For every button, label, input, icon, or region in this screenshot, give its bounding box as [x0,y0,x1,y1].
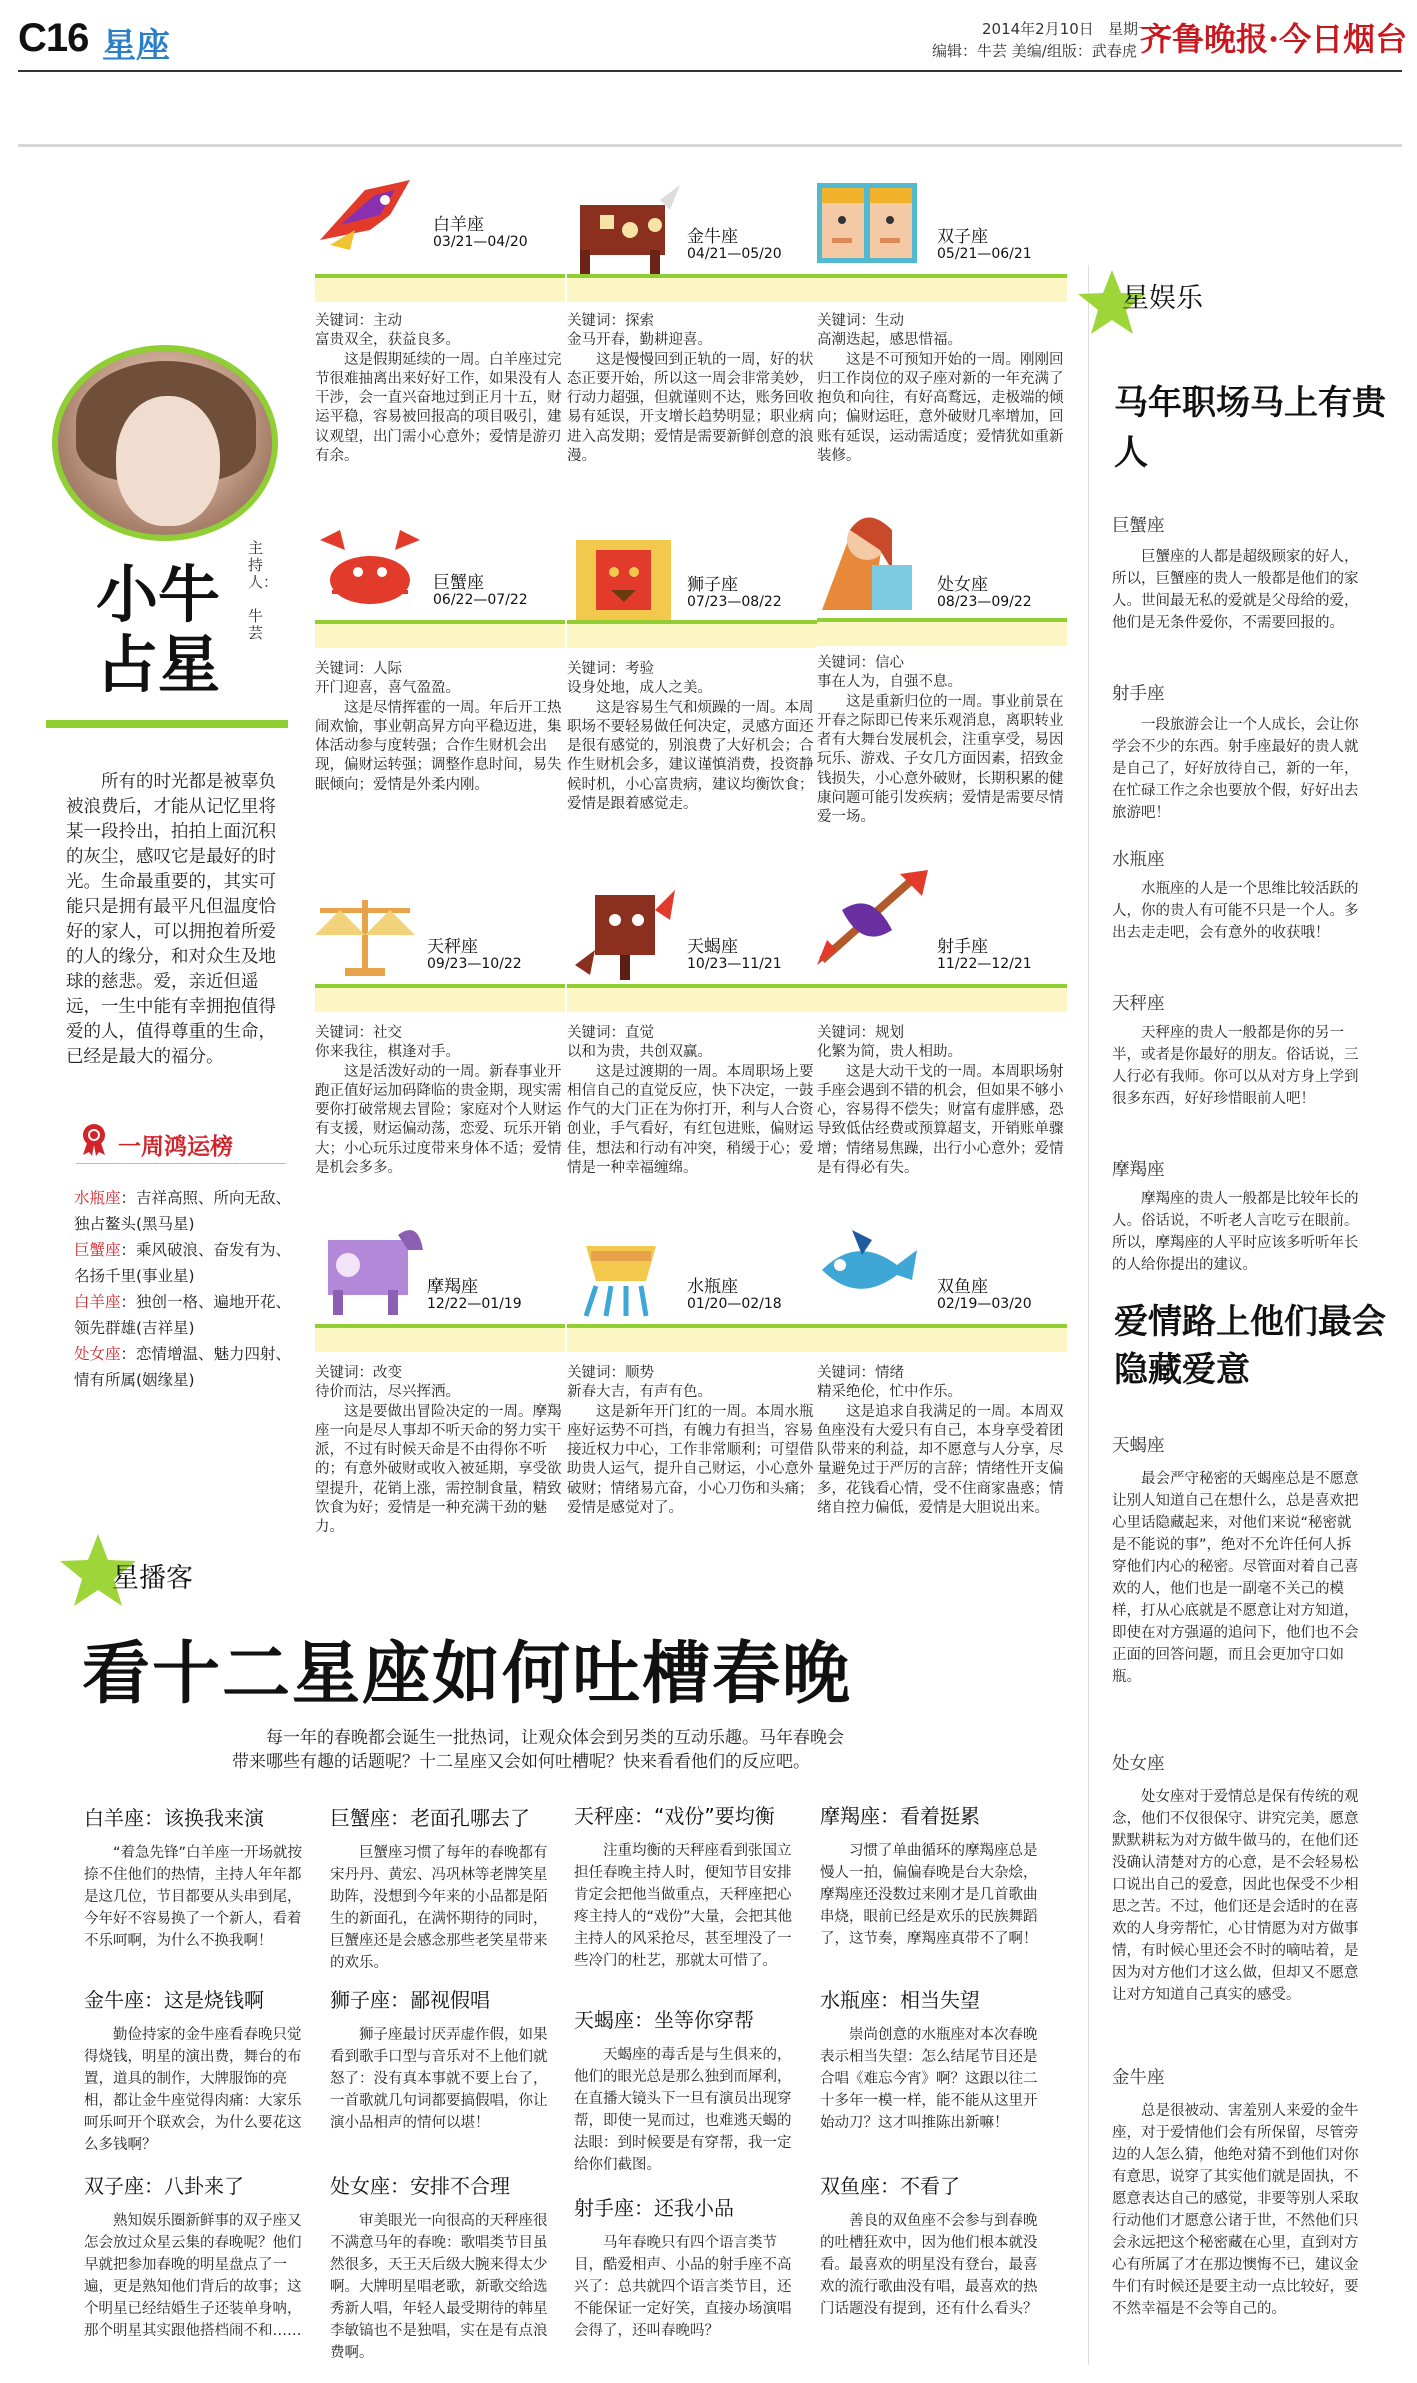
sign-date: 08/23—09/22 [937,594,1032,610]
sign-card-aries [315,210,565,490]
sign-body [315,660,565,795]
right-headline-career: 马年职场马上有贵人 [1114,383,1386,473]
bottom-item-text: 马年春晚只有四个语言类节目，酷爱相声、小品的射手座不高兴了：总共就四个语言类节目，还不能保证一定好笑，直接办场演唱会得了，还叫春晚吗？ [574,2235,792,2339]
bottom-item-heading: 双鱼座：不看了 [820,2174,960,2198]
column-divider [1088,265,1089,2365]
sign-motto: 待价而沽，尽兴挥洒。 [315,1384,460,1401]
host-name: 牛芸 [248,607,264,642]
sign-date: 06/22—07/22 [433,592,528,608]
sign-keyword: 关键词：主动 [315,313,402,329]
sign-name: 双子座 [937,227,988,247]
bottom-item-heading: 处女座：安排不合理 [330,2174,510,2198]
bottom-item-heading: 摩羯座：看着挺累 [820,1804,980,1828]
right-item-text: 天秤座的贵人一般都是你的另一半，或者是你最好的朋友。俗话说，三人行必有我师。你可以从对方身上学到很多东西，好好珍惜眼前人吧！ [1112,1025,1359,1107]
right-item-text: 水瓶座的人是一个思维比较活跃的人，你的贵人有可能不只是一个人。多出去走走吧，会有意外的收获哦！ [1112,881,1359,941]
bottom-item-heading: 白羊座：该换我来演 [84,1806,264,1830]
sign-body [817,1024,1067,1178]
issue-weekday: 星期一 [1108,20,1154,38]
sign-body [567,660,817,814]
sign-text: 这是重新归位的一周。事业前景在开春之际即已传来乐观消息，离职转业者有大舞台发展机会，注重享受，易因玩乐、游戏、子女几方面因素，招致金钱损失，小心意外破财，长期积累的健康问题可能引发疾病；爱情是需要尽情爱一场。 [817,693,1064,826]
bottom-item-text: 习惯了单曲循环的摩羯座总是慢人一拍，偏偏春晚是台大杂烩，摩羯座还没数过来刚才是几首歌曲串烧，眼前已经是欢乐的民族舞蹈了，这节奏，摩羯座真带不了啊！ [820,1843,1038,1947]
bottom-item-text: 天蝎座的毒舌是与生俱来的，他们的眼光总是那么独到而犀利，在直播大镜头下一旦有演员出现穿帮，即使一晃而过，也难逃天蝎的法眼：到时候要是有穿帮，我一定给你们截图。 [574,2047,792,2173]
luck-sign: 白羊座 [74,1293,121,1311]
luck-sign: 水瓶座 [74,1189,121,1207]
sign-text: 这是追求自我满足的一周。本周双鱼座没有大爱只有自己，本身享受着团队带来的利益，却不愿意与人分享，尽量避免过于严厉的言辞；情绪性开支偏多，花钱看心情，受不住商家蛊惑；情绪自控力偏低，爱情是大胆说出来。 [817,1403,1064,1517]
sign-date: 03/21—04/20 [433,234,528,250]
sign-date: 01/20—02/18 [687,1296,782,1312]
sign-bar [567,984,817,1012]
sign-motto: 化繁为简，贵人相助。 [817,1044,962,1061]
bottom-section-label: 星播客 [112,1563,193,1594]
bottom-intro: 每一年的春晚都会诞生一批热词，让观众体会到另类的互动乐趣。马年春晚会带来哪些有趣的话题呢？十二星座又会如何吐槽呢？快来看看他们的反应吧。 [232,1728,844,1772]
sign-date: 05/21—06/21 [937,246,1032,262]
sign-body [315,1024,565,1178]
sign-name: 天蝎座 [687,937,738,957]
right-headline-love: 爱情路上他们最会隐藏爱意 [1114,1302,1386,1390]
sign-text: 这是大动干戈的一周。本周职场射手座会遇到不错的机会，但如果不够小心，容易得不偿失；财富有虚胖感，恐导致低估经费或预算超支，开销账单骤增；情绪易焦躁，出行小心意外；爱情是有得必有失。 [817,1063,1064,1177]
header-divider [18,144,1402,147]
host-intro-text: 所有的时光都是被辜负被浪费后，才能从记忆里将某一段拎出，拍拍上面沉积的灰尘，感叹它是最好的时光。生命最重要的，其实可能只是拥有最平凡但温度恰好的家人，可以拥抱着所爱的人的缘分，和对众生及地球的慈悲。爱，亲近但遥远，一生中能有幸拥抱值得爱的人，值得尊重的生命，已经是最大的福分。 [66,772,276,1067]
bottom-item-text: 善良的双鱼座不会参与到春晚的吐槽狂欢中，因为他们根本就没看。最喜欢的明星没有登台，最喜欢的流行歌曲没有唱，最喜欢的热门话题没有提到，还有什么看头？ [820,2213,1038,2317]
sign-motto: 设身处地，成人之美。 [567,680,712,697]
right-item-text: 一段旅游会让一个人成长，会让你学会不少的东西。射手座最好的贵人就是自己了，好好放待自己，新的一年，在忙碌工作之余也要放个假，好好出去旅游吧！ [1112,717,1359,821]
sign-card-capricorn [315,1272,565,1572]
luck-item [74,1185,292,1237]
right-item-text: 巨蟹座的人都是超级顾家的好人，所以，巨蟹座的贵人一般都是他们的家人。世间最无私的爱就是父母给的爱，他们是无条件爱你，不需要回报的。 [1112,549,1359,631]
sign-name: 双鱼座 [937,1277,988,1297]
luck-desc: ：独创一格、遍地开花、领先群雄(吉祥星) [74,1293,292,1337]
sign-date: 04/21—05/20 [687,246,782,262]
bottom-item-text: “着急先锋”白羊座一开场就按捺不住他们的热情，主持人年年都是这几位，节目都要从头串到尾，今年好不容易换了一个新人，看着不乐呵啊，为什么不换我啊！ [84,1845,303,1949]
sign-name: 摩羯座 [427,1277,478,1297]
sign-keyword: 关键词：探索 [567,313,654,329]
sign-text: 这是尽情挥霍的一周。年后开工热闹欢愉，事业朝高昇方向平稳迈进，集体活动参与度转强；合作生财机会出现，偏财运转强；调整作息时间，易失眠倾向；爱情是外柔内刚。 [315,699,562,793]
bottom-item-text: 巨蟹座习惯了每年的春晚都有宋丹丹、黄宏、冯巩林等老牌笑星助阵，没想到今年来的小品都是陌生的新面孔，在满怀期待的同时，巨蟹座还是会感念那些老笑星带来的欢乐。 [330,1845,548,1971]
sign-name: 射手座 [937,937,988,957]
luck-item [74,1237,292,1289]
sign-bar [817,274,1067,302]
sign-card-aquarius [567,1272,817,1572]
page-number: C16 [18,16,89,60]
sign-card-gemini [817,222,1067,502]
right-item-text: 总是很被动、害羞别人来爱的金牛座，对于爱情他们会有所保留，尽管旁边的人怎么猜，他绝对猜不到他们对你有意思，说穿了其实他们就是固执，不愿意表达自己的感觉，非要等别人采取行动他们才愿意公诸于世，不然他们只会永远把这个秘密藏在心里，直到对方心有所属了才在那边懊悔不已，建议金牛们有时候还是要主动一点比较好，要不然幸福是不会等自己的。 [1112,2103,1359,2317]
bottom-item-heading: 巨蟹座：老面孔哪去了 [330,1806,530,1830]
column-title: 小牛占星 [96,558,221,701]
sign-name: 天秤座 [427,937,478,957]
sign-text: 这是不可预知开始的一周。刚刚回归工作岗位的双子座对新的一年充满了抱负和向往，有好高鹜远，走极端的倾向；偏财运旺，意外破财几率增加，回账有延误，运动需适度；爱情犹如重新装修。 [817,351,1064,465]
sign-name: 巨蟹座 [433,573,484,593]
sign-card-leo [567,570,817,870]
sign-keyword: 关键词：人际 [315,661,402,677]
sign-body [567,1364,817,1518]
sign-bar [817,618,1067,646]
bottom-item-heading: 双子座：八卦来了 [84,2174,244,2198]
sign-keyword: 关键词：规划 [817,1025,904,1041]
sign-motto: 高潮迭起，感思惜福。 [817,332,962,349]
issue-date: 2014年2月10日 [982,20,1094,38]
right-item-text: 摩羯座的贵人一般都是比较年长的人。俗话说，不听老人言吃亏在眼前。所以，摩羯座的人平时应该多听听年长的人给你提出的建议。 [1112,1191,1359,1273]
bottom-item-text: 崇尚创意的水瓶座对本次春晚表示相当失望：怎么结尾节目还是合唱《难忘今宵》啊？这跟以往二十多年一模一样，能不能从这里开始动刀？这才叫推陈出新嘛！ [820,2027,1038,2131]
sign-keyword: 关键词：考验 [567,661,654,677]
sign-text: 这是活泼好动的一周。新春事业开跑正值好运加码降临的贵金期，现实需要你打破常规去冒险；家庭对个人财运有支援，财运偏动荡，恋爱、玩乐开销大；小心玩乐过度带来身体不适；爱情是机会多多。 [315,1063,562,1177]
right-item-heading: 水瓶座 [1112,850,1165,870]
sign-card-virgo [817,570,1067,870]
ribbon-badge-icon [76,1121,112,1157]
right-item-heading: 金牛座 [1112,2068,1165,2088]
sign-card-cancer [315,568,565,868]
luck-item [74,1341,292,1393]
sign-motto: 精采绝伦，忙中作乐。 [817,1384,962,1401]
luck-list-title: 一周鸿运榜 [118,1134,233,1160]
sign-keyword: 关键词：信心 [817,655,904,671]
host-accent-bar [46,720,288,728]
right-item-heading: 处女座 [1112,1754,1165,1774]
sign-date: 09/23—10/22 [427,956,522,972]
sign-motto: 开门迎喜，喜气盈盈。 [315,680,460,697]
sign-keyword: 关键词：顺势 [567,1365,654,1381]
bottom-item-text: 熟知娱乐圈新鲜事的双子座又怎会放过众星云集的春晚呢？他们早就把参加春晚的明星盘点了一遍，更是熟知他们背后的故事；这个明星已经结婚生子还装单身呐，那个明星其实跟他搭档闹不和…… [84,2213,302,2339]
bottom-item-heading: 射手座：还我小品 [574,2196,734,2220]
right-item-heading: 天秤座 [1112,994,1165,1014]
sign-body [817,312,1067,466]
sign-keyword: 关键词：社交 [315,1025,402,1041]
sign-card-scorpio [567,932,817,1222]
sign-name: 金牛座 [687,227,738,247]
sign-keyword: 关键词：情绪 [817,1365,904,1381]
bottom-item-heading: 狮子座：鄙视假唱 [330,1988,490,2012]
luck-desc: ：吉祥高照、所向无敌、独占鳌头(黑马星) [74,1189,292,1233]
header-rule [18,70,1402,72]
sign-text: 这是容易生气和烦躁的一周。本周职场不要轻易做任何决定，灵感方面还是很有感觉的，别浪费了大好机会；合作生财机会多，建议谨慎消费，投资静候时机，小心富贵病，建议均衡饮食；爱情是跟着感觉走。 [567,699,814,813]
bottom-item-text: 勤俭持家的金牛座看春晚只觉得烧钱，明星的演出费，舞台的布置，道具的制作，大牌服饰的亮相，都让金牛座觉得肉痛：大家乐呵乐呵开个联欢会，为什么要花这么多钱啊？ [84,2027,302,2153]
sign-body [315,1364,565,1538]
right-item-heading: 天蝎座 [1112,1436,1165,1456]
luck-list [74,1185,292,1393]
sign-motto: 你来我往，棋逢对手。 [315,1044,460,1061]
sign-motto: 富贵双全，获益良多。 [315,332,460,349]
sign-bar [567,620,817,648]
luck-desc: ：乘风破浪、奋发有为、名扬千里(事业星) [74,1241,292,1285]
right-section-label: 星娱乐 [1122,283,1203,314]
editor-credits: 编辑：牛芸 美编/组版：武春虎 [932,42,1137,60]
sign-bar [315,274,565,302]
sign-bar [817,984,1067,1012]
sign-motto: 新春大吉，有声有色。 [567,1384,712,1401]
sign-bar [315,1324,565,1352]
sign-motto: 金马开春，勤耕迎喜。 [567,332,712,349]
sign-text: 这是要做出冒险决定的一周。摩羯座一向是尽人事却不听天命的努力实干派，不过有时候天命是不由得你不听的；有意外破财或收入被延期，享受欲望提升，花销上涨，需控制食量，精致饮食为好；爱情是一种充满干劲的魅力。 [315,1403,562,1536]
sign-bar [817,1324,1067,1352]
sign-keyword: 关键词：改变 [315,1365,402,1381]
sign-name: 水瓶座 [687,1277,738,1297]
right-item-heading: 射手座 [1112,684,1165,704]
sign-card-taurus [567,222,817,502]
bottom-item-heading: 水瓶座：相当失望 [820,1988,980,2012]
luck-sign: 巨蟹座 [74,1241,121,1259]
sign-date: 11/22—12/21 [937,956,1032,972]
sign-body [567,1024,817,1178]
sign-bar [315,984,565,1012]
sign-body [817,654,1067,828]
section-title: 星座 [102,26,170,66]
bottom-item-heading: 天蝎座：坐等你穿帮 [574,2008,754,2032]
sign-name: 处女座 [937,575,988,595]
sign-keyword: 关键词：生动 [817,313,904,329]
sign-date: 02/19—03/20 [937,1296,1032,1312]
sign-date: 12/22—01/19 [427,1296,522,1312]
sign-motto: 以和为贵，共创双赢。 [567,1044,712,1061]
right-item-text: 最会严守秘密的天蝎座总是不愿意让别人知道自己在想什么，总是喜欢把心里话隐藏起来，对他们来说“秘密就是不能说的事”，绝对不允许任何人拆穿他们内心的秘密。尽管面对着自己喜欢的人，他们也是一副毫不关己的模样，打从心底就是不愿意让对方知道，即使在对方强逼的追问下，他们也不会正面的回答问题，而且会更加守口如瓶。 [1112,1471,1359,1685]
bottom-item-heading: 天秤座：“戏份”要均衡 [574,1804,775,1828]
sign-card-pisces [817,1272,1067,1572]
sign-date: 10/23—11/21 [687,956,782,972]
bottom-item-heading: 金牛座：这是烧钱啊 [84,1988,264,2012]
sign-body [817,1364,1067,1518]
bottom-item-text: 审美眼光一向很高的天秤座很不满意马年的春晚：歌唱类节目虽然很多，天王天后级大腕来得太少啊。大牌明星唱老歌，新歌交给选秀新人唱，年轻人最受期待的韩星李敏镐也不是独唱，实在是有点浪费啊。 [330,2213,548,2361]
sign-motto: 事在人为，自强不息。 [817,674,962,691]
sign-keyword: 关键词：直觉 [567,1025,654,1041]
bottom-headline: 看十二星座如何吐槽春晚 [82,1635,853,1714]
bottom-item-text: 注重均衡的天秤座看到张国立担任春晚主持人时，便知节目安排肯定会把他当做重点，天秤座把心疼主持人的“戏份”大量，会把其他主持人的风采抢尽，甚至埋没了一些冷门的杜艺，那就太可惜了。 [574,1843,793,1969]
sign-text: 这是慢慢回到正轨的一周，好的状态正要开始，所以这一周会非常美妙，行动力超强，但就谨则不达，账务回收易有延误，开支增长趋势明显；职业病进入高发期；爱情是需要新鲜创意的浪漫。 [567,351,814,465]
sign-body [315,312,565,466]
sign-card-sagittarius [817,932,1067,1222]
sign-name: 白羊座 [433,215,484,235]
sign-bar [567,274,817,302]
host-label: 主持人： [248,539,279,591]
luck-sign: 处女座 [74,1345,121,1363]
sign-text: 这是新年开门红的一周。本周水瓶座好运势不可挡，有魄力有担当，容易接近权力中心，工作非常顺利；可望借助贵人运气，提升自己财运，小心意外破财；情绪易亢奋，小心刀伤和头痛；爱情是感觉对了。 [567,1403,814,1517]
sign-name: 狮子座 [687,575,738,595]
sign-text: 这是过渡期的一周。本周职场上要相信自己的直觉反应，快下决定，一鼓作气的大门正在为你打开，利与人合资创业，手气看好，有红包进账，偏财运佳，想法和行动有冲突，稍缓于心；爱情是一种幸福缠绵。 [567,1063,814,1177]
bottom-item-text: 狮子座最讨厌弄虚作假，如果看到歌手口型与音乐对不上他们就怒了：没有真本事就不要上台了，一首歌就几句词都要搞假唱，你让演小品相声的情何以堪！ [330,2027,548,2131]
luck-item [74,1289,292,1341]
sign-bar [567,1324,817,1352]
right-item-heading: 巨蟹座 [1112,516,1165,536]
sign-body [567,312,817,466]
host-avatar [52,345,278,541]
sign-card-libra [315,932,565,1222]
luck-divider [76,1163,286,1164]
sign-date: 07/23—08/22 [687,594,782,610]
right-item-heading: 摩羯座 [1112,1160,1165,1180]
masthead-logo: 齐鲁晚报·今日烟台 [1140,20,1408,58]
sign-text: 这是假期延续的一周。白羊座过完节很难抽离出来好好工作，如果没有人干涉，会一直兴奋地过到正月十五，财运平稳，容易被回报高的项目吸引，建议观望，出门需小心意外；爱情是游刃有余。 [315,351,562,465]
luck-desc: ：恋情增温、魅力四射、情有所属(姻缘星) [74,1345,292,1389]
sign-bar [315,620,565,648]
right-item-text: 处女座对于爱情总是保有传统的观念，他们不仅很保守、讲究完美，愿意默默耕耘为对方做牛做马的，在他们还没确认清楚对方的心意，是不会轻易松口说出自己的爱意，因此也保受不少相思之苦。不过，他们还是会适时的在喜欢的人身旁帮忙，心甘情愿为对方做事情，有时候心里还会不时的嘀咕着，是因为对方他们才这么做，但却又不愿意让对方知道自己真实的感受。 [1112,1789,1359,2003]
